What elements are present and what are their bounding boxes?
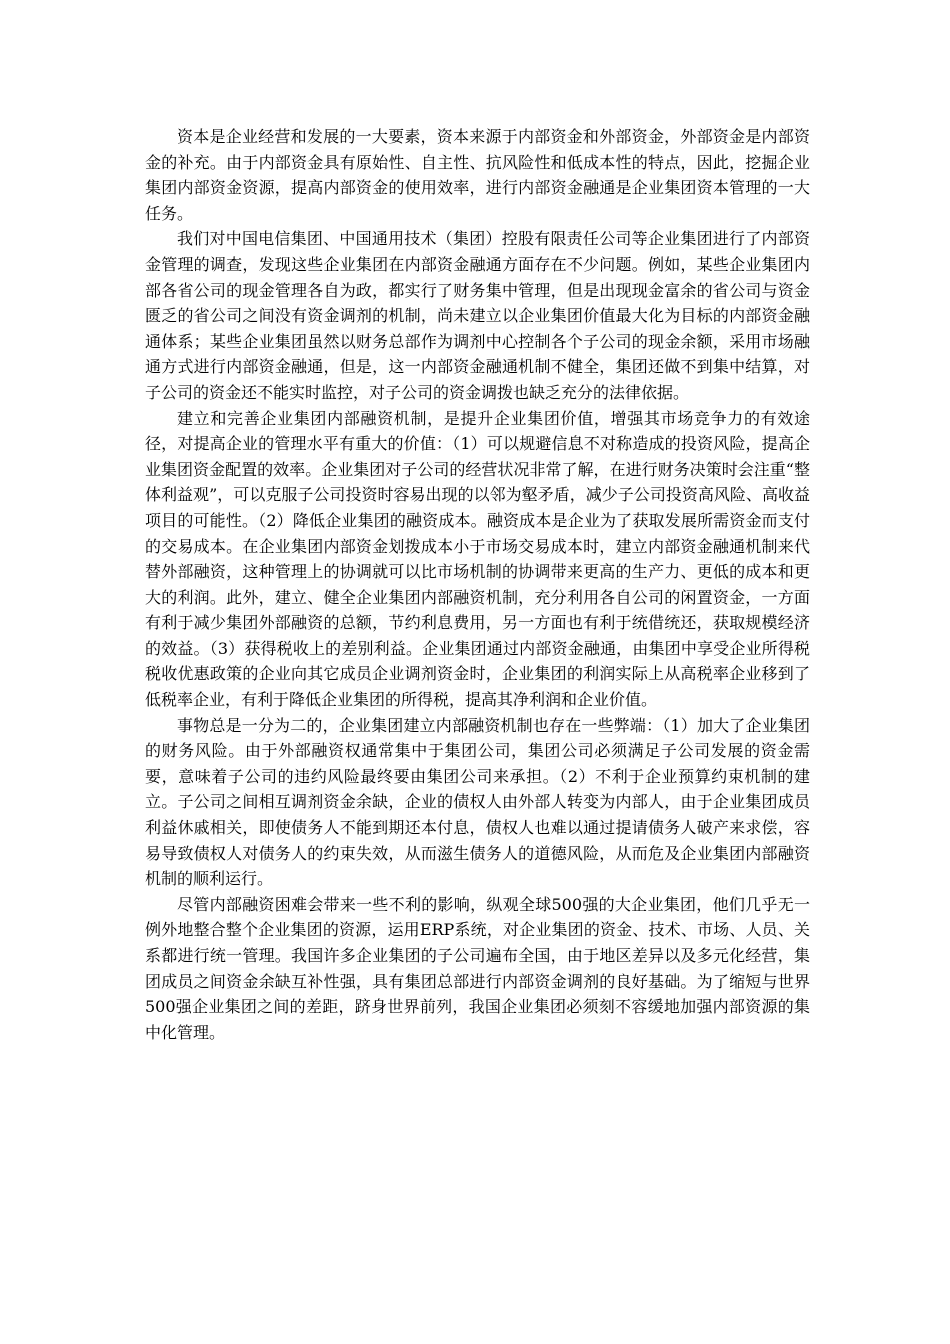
paragraph-2: 我们对中国电信集团、中国通用技术（集团）控股有限责任公司等企业集团进行了内部资金管理的调查，发现这些企业集团在内部资金融通方面存在不少问题。例如，某些企业集团内部各省公司的现金管理各自为政，都实行了财务集中管理，但是出现现金富余的省公司与资金匮乏的省公司之间没有资金调剂的机制，尚未建立以企业集团价值最大化为目标的内部资金融通体系；某些企业集团虽然以财务总部作为调剂中心控制各个子公司的现金余额，采用市场融通方式进行内部资金融通，但是，这一内部资金融通机制不健全，集团还做不到集中结算，对子公司的资金还不能实时监控，对子公司的资金调拨也缺乏充分的法律依据。: [145, 229, 810, 402]
paragraph-3: 建立和完善企业集团内部融资机制，是提升企业集团价值，增强其市场竞争力的有效途径，对提高企业的管理水平有重大的价值：（1）可以规避信息不对称造成的投资风险，提高企业集团资金配置的效率。企业集团对子公司的经营状况非常了解，在进行财务决策时会注重“整体利益观”，可以克服子公司投资时容易出现的以邻为壑矛盾，减少子公司投资高风险、高收益项目的可能性。（2）降低企业集团的融资成本。融资成本是企业为了获取发展所需资金而支付的交易成本。在企业集团内部资金划拨成本小于市场交易成本时，建立内部资金融通机制来代替外部融资，这种管理上的协调就可以比市场机制的协调带来更高的生产力、更低的成本和更大的利润。此外，建立、健全企业集团内部融资机制，充分利用各自公司的闲置资金，一方面有利于减少集团外部融资的总额，节约利息费用，另一方面也有利于统借统还，获取规模经济的效益。（3）获得税收上的差别利益。企业集团通过内部资金融通，由集团中享受企业所得税税收优惠政策的企业向其它成员企业调剂资金时，企业集团的利润实际上从高税率企业移到了低税率企业，有利于降低企业集团的所得税，提高其净利润和企业价值。: [145, 408, 810, 710]
document-body: [145, 124, 810, 1045]
paragraph-5: 尽管内部融资困难会带来一些不利的影响，纵观全球500强的大企业集团，他们几乎无一例外地整合整个企业集团的资源，运用ERP系统，对企业集团的资金、技术、市场、人员、关系都进行统一管理。我国许多企业集团的子公司遍布全国，由于地区差异以及多元化经营，集团成员之间资金余缺互补性强，具有集团总部进行内部资金调剂的良好基础。为了缩短与世界500强企业集团之间的差距，跻身世界前列，我国企业集团必须刻不容缓地加强内部资源的集中化管理。: [145, 894, 810, 1042]
paragraph-1: 资本是企业经营和发展的一大要素，资本来源于内部资金和外部资金，外部资金是内部资金的补充。由于内部资金具有原始性、自主性、抗风险性和低成本性的特点，因此，挖掘企业集团内部资金资源，提高内部资金的使用效率，进行内部资金融通是企业集团资本管理的一大任务。: [145, 127, 810, 223]
paragraph-4: 事物总是一分为二的，企业集团建立内部融资机制也存在一些弊端：（1）加大了企业集团的财务风险。由于外部融资权通常集中于集团公司，集团公司必须满足子公司发展的资金需要，意味着子公司的违约风险最终要由集团公司来承担。（2）不利于企业预算约束机制的建立。子公司之间相互调剂资金余缺，企业的债权人由外部人转变为内部人，由于企业集团成员利益休戚相关，即使债务人不能到期还本付息，债权人也难以通过提请债务人破产来求偿，容易导致债权人对债务人的约束失效，从而滋生债务人的道德风险，从而危及企业集团内部融资机制的顺利运行。: [145, 715, 810, 889]
